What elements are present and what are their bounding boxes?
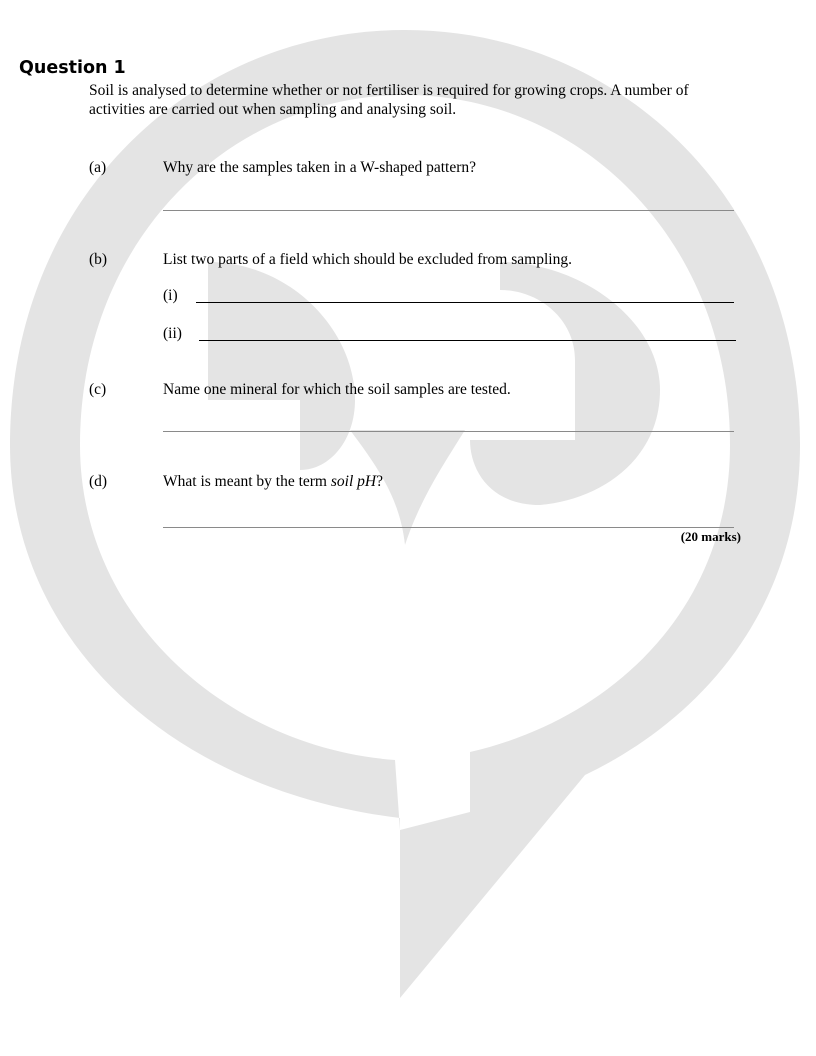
question-heading: Question 1 [19, 58, 126, 78]
part-a-label: (a) [89, 159, 107, 176]
part-d-term: soil pH [330, 473, 377, 490]
part-d-answer-line[interactable] [163, 527, 734, 528]
part-c-answer-line[interactable] [163, 431, 734, 432]
part-d-question [163, 472, 383, 491]
part-c-label: (c) [89, 381, 107, 398]
marks-total: (20 marks) [680, 529, 741, 544]
part-d-text-before: What is meant by the term [163, 473, 331, 490]
part-b-question: List two parts of a field which should be excluded from sampling. [163, 251, 572, 268]
part-b-label: (b) [89, 251, 108, 268]
part-a-question: Why are the samples taken in a W-shaped pattern? [163, 159, 477, 176]
question-intro: Soil is analysed to determine whether or not fertiliser is required for growing crops. A number of activities are carried out when sampling and analysing soil. [89, 82, 689, 118]
part-b-sub-ii-label: (ii) [163, 325, 182, 342]
part-d-text-after: ? [376, 473, 383, 490]
part-d-label: (d) [89, 473, 108, 490]
part-c-question: Name one mineral for which the soil samples are tested. [163, 381, 511, 398]
part-b-i-answer-line[interactable] [196, 302, 734, 303]
part-b-ii-answer-line[interactable] [199, 340, 736, 341]
part-b-sub-i-label: (i) [163, 287, 178, 304]
part-a-answer-line[interactable] [163, 210, 734, 211]
